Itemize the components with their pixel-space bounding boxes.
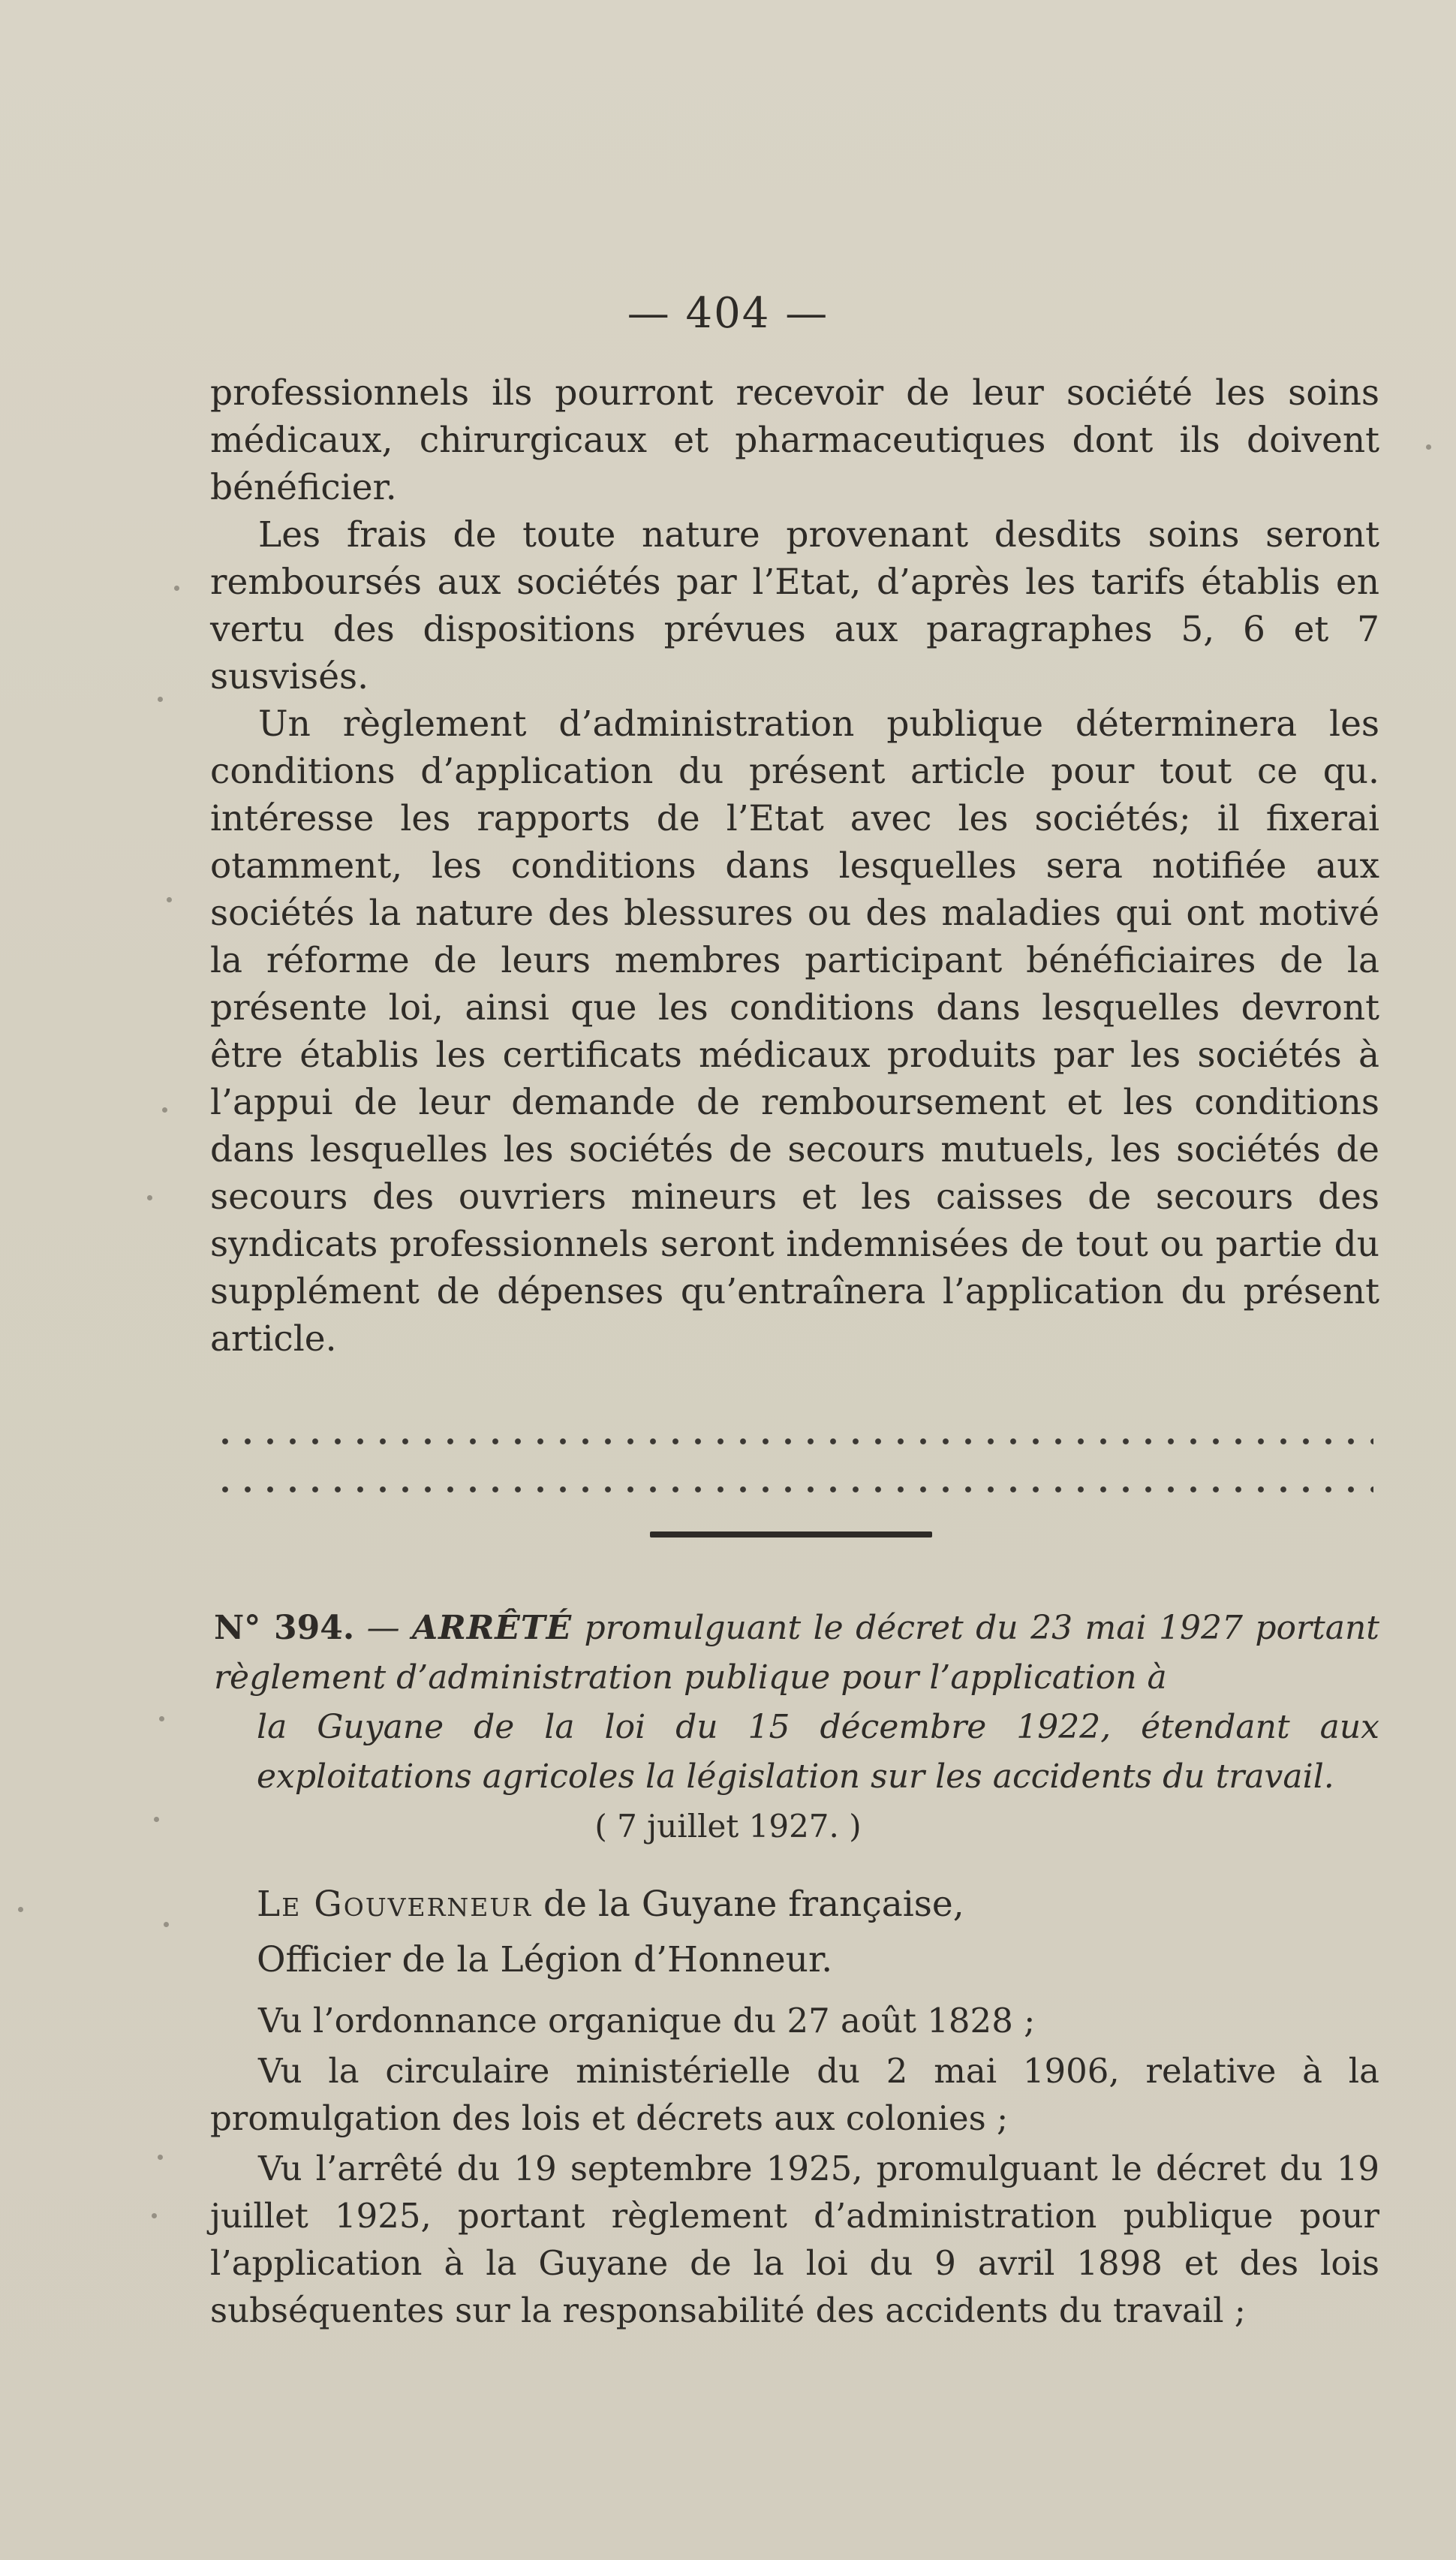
arrete-type: ARRÊTÉ [412,1609,573,1647]
arrete-heading [214,1604,1379,1802]
governor-block [257,1877,964,1988]
arrete-number: N° 394. [214,1609,355,1647]
governor-rank: Officier de la Légion d’Honneur. [257,1939,833,1980]
considerant-3: Vu l’arrêté du 19 septembre 1925, promulguant le décret du 19 juillet 1925, portant règlement d’administration publique pour l’application à la Guyane de la loi du 9 avril 1898 et des lois subséquentes sur la responsabilité des accidents du travail ; [210,2149,1379,2330]
arrete-title-rest: la Guyane de la loi du 15 décembre 1922, étendant aux exploitations agricoles la législation sur les accidents du travail. [257,1708,1379,1796]
arrete-heading-first-line [214,1604,1379,1703]
arrete-title-first: promulguant le décret du 23 mai 1927 portant règlement d’administration publique pour l’application à [214,1609,1379,1697]
ellipsis-dots-row-1 [214,1437,1373,1446]
arrete-date: ( 7 juillet 1927. ) [594,1808,862,1845]
considerants [210,1997,1379,2337]
section-divider [650,1531,932,1538]
ellipsis-dots-row-2 [214,1485,1373,1494]
governor-title-caps: Le Gouverneur [257,1884,533,1925]
considerant-2: Vu la circulaire ministérielle du 2 mai 1906, relative à la promulgation des lois et décrets aux colonies ; [210,2051,1379,2138]
considerant-1: Vu l’ordonnance organique du 27 août 1828 ; [258,2001,1036,2040]
article-continuation [210,369,1379,1363]
paragraph-3: Un règlement d’administration publique déterminera les conditions d’application du présent article pour tout ce qu. intéresse les rapports de l’Etat avec les sociétés; il fixerai otamment, les conditions dans lesquelles sera notifiée aux sociétés la nature des blessures ou des maladies qui ont motivé la réforme de leurs membres participant bénéficiaires de la présente loi, ainsi que les conditions dans lesquelles devront être établis les certificats médicaux produits par les sociétés à l’appui de leur demande de remboursement et les conditions dans lesquelles les sociétés de secours mutuels, les sociétés de secours des ouvriers mineurs et les caisses de secours des syndicats professionnels seront indemnisées de tout ou partie du supplément de dépenses qu’entraînera l’application du présent article. [210,703,1379,1360]
governor-title [257,1877,964,1932]
paragraph-1: professionnels ils pourront recevoir de leur société les soins médicaux, chirurgicaux et pharmaceutiques dont ils doivent bénéficier. [210,372,1379,508]
page-number: — 404 — [627,289,829,338]
arrete-dash: — [354,1609,413,1647]
governor-title-rest: de la Guyane française, [532,1884,964,1925]
paragraph-2: Les frais de toute nature provenant desdits soins seront remboursés aux sociétés par l’Etat, d’après les tarifs établis en vertu des dispositions prévues aux paragraphes 5, 6 et 7 susvisés. [210,514,1379,697]
